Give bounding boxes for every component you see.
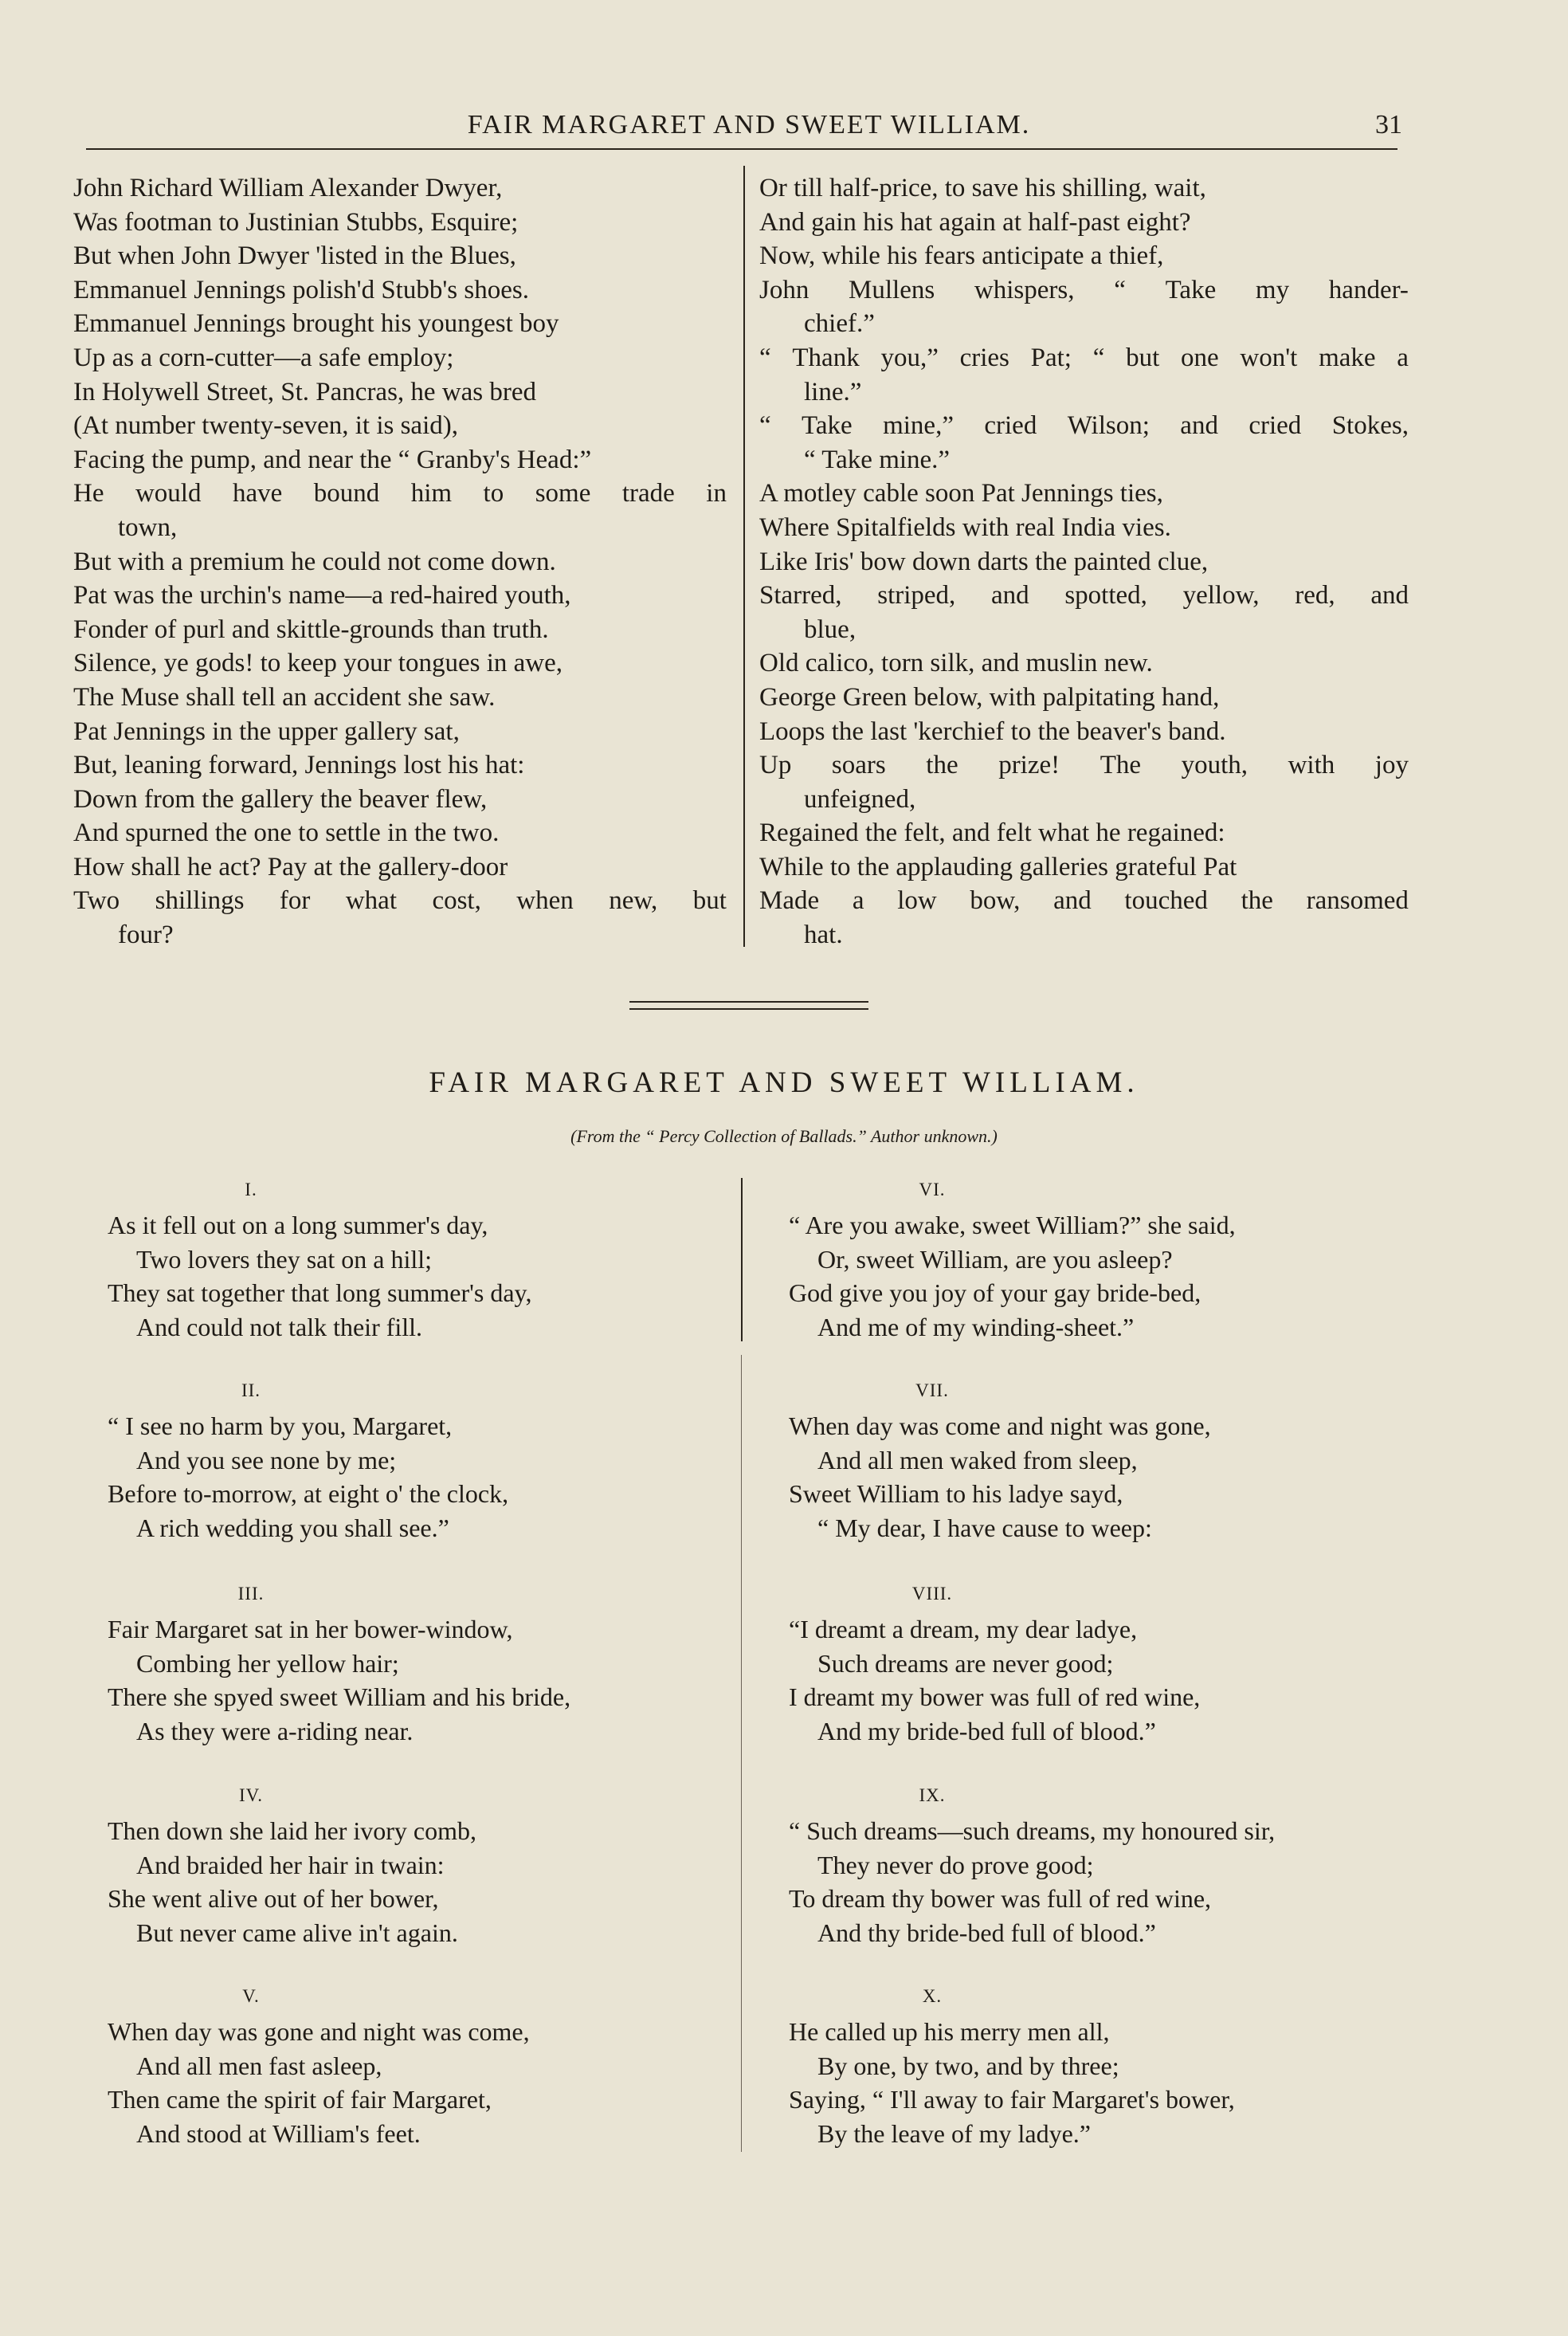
stanza-line: By the leave of my ladye.” [817,2118,1091,2148]
stanza-line: To dream thy bower was full of red wine, [789,1884,1212,1914]
stanza-line: When day was come and night was gone, [789,1411,1211,1440]
poem-line: Made a low bow, and touched the ransomed [759,886,1409,916]
stanza-line: Combing her yellow hair; [136,1648,399,1678]
poem-line: Regained the felt, and felt what he regained: [759,819,1225,848]
stanza-line: And braided her hair in twain: [136,1850,445,1879]
stanza-number: VI. [919,1180,946,1199]
stanza [789,1379,1394,1545]
stanza [789,1784,1394,1949]
poem-line: But with a premium he could not come down. [73,547,556,576]
stanza-number: II. [241,1380,261,1400]
stanza [108,1784,713,1949]
poem-line: line.” [804,377,862,406]
stanza-line: And could not talk their fill. [136,1312,423,1341]
stanza-line: And my bride-bed full of blood.” [817,1716,1156,1745]
stanza-line: He called up his merry men all, [789,2017,1110,2046]
poem-line: Fonder of purl and skittle-grounds than truth. [73,614,549,644]
poem-line: town, [118,512,178,542]
stanza-line: And you see none by me; [136,1445,397,1474]
poem-line: (At number twenty-seven, it is said), [73,411,458,441]
stanza-number: III. [237,1584,265,1604]
poem-line: Where Spitalfields with real India vies. [759,512,1171,542]
stanza-line: There she spyed sweet William and his bride, [108,1682,571,1712]
poem-line: And spurned the one to settle in the two. [73,819,500,848]
stanza-number: VIII. [911,1584,953,1604]
stanza-line: They sat together that long summer's day, [108,1278,532,1308]
poem-line: Or till half-price, to save his shilling, wait, [759,174,1206,202]
stanza-number: V. [242,1986,260,2006]
stanza-line: As it fell out on a long summer's day, [108,1211,488,1239]
stanza-line: Before to-morrow, at eight o' the clock, [108,1479,509,1509]
poem-line: chief.” [804,309,875,339]
stanza-number: VII. [915,1380,949,1400]
section-rule-lower [629,1008,868,1010]
poem-line: Two shillings for what cost, when new, but [73,886,727,916]
stanza [108,1178,713,1344]
stanza-line: As they were a-riding near. [136,1716,414,1745]
poem-line: The Muse shall tell an accident she saw. [73,682,496,712]
poem-line: But when John Dwyer 'listed in the Blues, [73,241,516,271]
stanza-line: “ I see no harm by you, Margaret, [108,1411,453,1440]
stanza-line: Or, sweet William, are you asleep? [817,1244,1173,1274]
ballad-column-divider [741,1178,743,1341]
poem-line: And gain his hat again at half-past eight? [759,207,1191,237]
stanza-line: But never came alive in't again. [136,1918,458,1947]
stanza-line: Then down she laid her ivory comb, [108,1816,476,1845]
poem-line: Now, while his fears anticipate a thief, [759,241,1164,271]
poem-line: “ Take mine,” cried Wilson; and cried Stokes, [759,411,1409,441]
section-rule-upper [629,1001,868,1003]
poem-line: A motley cable soon Pat Jennings ties, [759,479,1163,508]
stanza-line: They never do prove good; [817,1850,1094,1879]
stanza [108,1985,713,2150]
stanza [108,1379,713,1545]
top-poem-right-column [759,171,1409,952]
poem-line: hat. [804,921,843,950]
stanza-line: When day was gone and night was come, [108,2017,530,2046]
poem-line: Facing the pump, and near the “ Granby's Head:” [73,445,592,474]
poem-line: Was footman to Justinian Stubbs, Esquire; [73,207,519,237]
poem-line: He would have bound him to some trade in [73,479,727,508]
header-rule [86,148,1397,150]
poem-line: Pat was the urchin's name—a red-haired youth, [73,581,571,611]
stanza [789,1178,1394,1344]
top-column-divider [743,166,745,947]
stanza [108,1582,713,1748]
poem-line: unfeigned, [804,784,916,814]
stanza-number: IX. [919,1785,946,1805]
stanza-line: And stood at William's feet. [136,2118,421,2148]
stanza-line: Then came the spirit of fair Margaret, [108,2085,492,2114]
stanza-line: She went alive out of her bower, [108,1884,439,1914]
poem-line: Pat Jennings in the upper gallery sat, [73,717,460,746]
stanza-line: I dreamt my bower was full of red wine, [789,1682,1201,1712]
ballad-column-divider-lower [741,1355,742,2152]
stanza-line: Such dreams are never good; [817,1648,1114,1678]
stanza [789,1582,1394,1748]
stanza-line: And all men fast asleep, [136,2051,382,2080]
running-header-title: FAIR MARGARET AND SWEET WILLIAM. [467,110,1031,139]
poem-line: Up soars the prize! The youth, with joy [759,751,1409,780]
stanza-line: By one, by two, and by three; [817,2051,1119,2080]
stanza-line: “ Such dreams—such dreams, my honoured sir, [789,1816,1276,1845]
poem-line: “ Thank you,” cries Pat; “ but one won't make a [759,343,1409,372]
stanza-number: IV. [238,1785,264,1805]
ballad-source: (From the “ Percy Collection of Ballads.” Author unknown.) [570,1126,998,1146]
stanza-number: I. [245,1180,257,1199]
poem-line: four? [118,921,174,950]
poem-line: In Holywell Street, St. Pancras, he was bred [73,377,537,406]
poem-line: Starred, striped, and spotted, yellow, red, and [759,581,1409,611]
stanza-line: Sweet William to his ladye sayd, [789,1479,1123,1509]
stanza [789,1985,1394,2150]
poem-line: George Green below, with palpitating hand, [759,682,1220,712]
stanza-line: And all men waked from sleep, [817,1445,1138,1474]
stanza-line: “ Are you awake, sweet William?” she said, [789,1211,1236,1239]
page-number: 31 [1375,110,1402,139]
poem-line: Like Iris' bow down darts the painted clue, [759,547,1209,576]
poem-line: But, leaning forward, Jennings lost his hat: [73,751,525,780]
poem-line: John Mullens whispers, “ Take my hander- [759,275,1409,304]
stanza-line: And thy bride-bed full of blood.” [817,1918,1156,1947]
stanza-line: “I dreamt a dream, my dear ladye, [789,1615,1138,1643]
poem-line: Up as a corn-cutter—a safe employ; [73,343,454,372]
poem-line: How shall he act? Pay at the gallery-door [73,852,508,881]
stanza-line: A rich wedding you shall see.” [136,1513,449,1542]
stanza-line: Two lovers they sat on a hill; [136,1244,433,1274]
poem-line: Old calico, torn silk, and muslin new. [759,649,1153,678]
stanza-line: Fair Margaret sat in her bower-window, [108,1615,513,1643]
stanza-number: X. [922,1986,943,2006]
top-poem-left-column [73,171,727,952]
poem-line: Emmanuel Jennings brought his youngest boy [73,309,559,339]
stanza-line: Saying, “ I'll away to fair Margaret's bower, [789,2085,1235,2114]
stanza-line: God give you joy of your gay bride-bed, [789,1278,1201,1308]
poem-line: “ Take mine.” [804,445,951,474]
ballad-title: FAIR MARGARET AND SWEET WILLIAM. [429,1066,1139,1099]
poem-line: Loops the last 'kerchief to the beaver's band. [759,717,1226,746]
poem-line: blue, [804,614,857,644]
poem-line: John Richard William Alexander Dwyer, [73,174,503,202]
poem-line: Silence, ye gods! to keep your tongues in awe, [73,649,563,678]
poem-line: Emmanuel Jennings polish'd Stubb's shoes. [73,275,529,304]
stanza-line: And me of my winding-sheet.” [817,1312,1135,1341]
poem-line: While to the applauding galleries grateful Pat [759,852,1237,881]
poem-line: Down from the gallery the beaver flew, [73,784,488,814]
stanza-line: “ My dear, I have cause to weep: [817,1513,1152,1542]
